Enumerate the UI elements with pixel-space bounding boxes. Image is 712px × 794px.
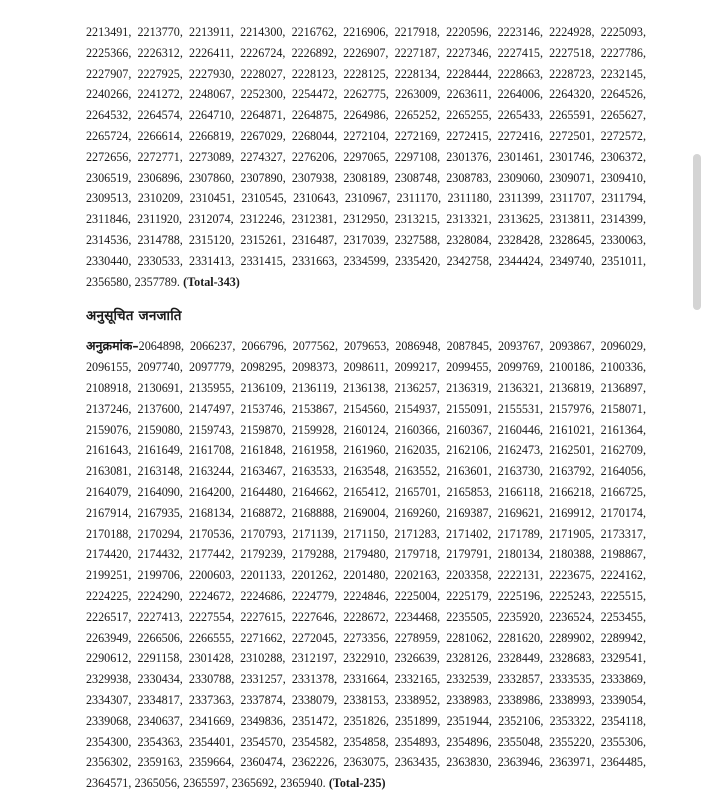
- roll-number-list: [86, 336, 646, 794]
- section-heading: अनुसूचित जनजाति: [86, 308, 182, 325]
- total-count: (Total-343): [183, 274, 240, 289]
- total-count: (Total-235): [328, 776, 386, 791]
- roll-number-label: अनुक्रमांक–: [86, 338, 139, 354]
- roll-numbers: 2213491, 2213770, 2213911, 2214300, 2216762, 2216906, 2217918, 2220596, 2223146, 2224928, 2225093, 2225366, 2226312, 2226411, 2226724, 2226892, 2226907, 2227187, 2227346, 2227415, 2227518, 2227786, 2227907, 2227925, 2227930, 2228027, 2228123, 2228125, 2228134, 2228444, 2228663, 2228723, 2232145, 2240266, 2241272, 2248067, 2252300, 2254472, 2262775, 2263009, 2263611, 2264006, 2264320, 2264526, 2264532, 2264574, 2264710, 2264871, 2264875, 2264986, 2265252, 2265255, 2265433, 2265591, 2265627, 2265724, 2266614, 2266819, 2267029, 2268044, 2272104, 2272169, 2272415, 2272416, 2272501, 2272572, 2272656, 2272771, 2273089, 2274327, 2276206, 2297065, 2297108, 2301376, 2301461, 2301746, 2306372, 2306519, 2306896, 2307860, 2307890, 2307938, 2308189, 2308748, 2308783, 2309060, 2309071, 2309410, 2309513, 2310209, 2310451, 2310545, 2310643, 2310967, 2311170, 2311180, 2311399, 2311707, 2311794, 2311846, 2311920, 2312074, 2312246, 2312381, 2312950, 2313215, 2313321, 2313625, 2313811, 2314399, 2314536, 2314788, 2315120, 2315261, 2316487, 2317039, 2327588, 2328084, 2328428, 2328645, 2330063, 2330440, 2330533, 2331413, 2331415, 2331663, 2334599, 2335420, 2342758, 2344424, 2349740, 2351011, 2356580, 2357789.: [86, 25, 646, 289]
- roll-numbers: 2064898, 2066237, 2066796, 2077562, 2079653, 2086948, 2087845, 2093767, 2093867, 2096029, 2096155, 2097740, 2097779, 2098295, 2098373, 2098611, 2099217, 2099455, 2099769, 2100186, 2100336, 2108918, 2130691, 2135955, 2136109, 2136119, 2136138, 2136257, 2136319, 2136321, 2136819, 2136897, 2137246, 2137600, 2147497, 2153746, 2153867, 2154560, 2154937, 2155091, 2155531, 2157976, 2158071, 2159076, 2159080, 2159743, 2159870, 2159928, 2160124, 2160366, 2160367, 2160446, 2161021, 2161364, 2161643, 2161649, 2161708, 2161848, 2161958, 2161960, 2162035, 2162106, 2162473, 2162501, 2162709, 2163081, 2163148, 2163244, 2163467, 2163533, 2163548, 2163552, 2163601, 2163730, 2163792, 2164056, 2164079, 2164090, 2164200, 2164480, 2164662, 2165412, 2165701, 2165853, 2166118, 2166218, 2166725, 2167914, 2167935, 2168134, 2168872, 2168888, 2169004, 2169260, 2169387, 2169621, 2169912, 2170174, 2170188, 2170294, 2170536, 2170793, 2171139, 2171150, 2171283, 2171402, 2171789, 2171905, 2173317, 2174420, 2174432, 2177442, 2179239, 2179288, 2179480, 2179718, 2179791, 2180134, 2180388, 2198867, 2199251, 2199706, 2200603, 2201133, 2201262, 2201480, 2202163, 2203358, 2222131, 2223675, 2224162, 2224225, 2224290, 2224672, 2224686, 2224779, 2224846, 2225004, 2225179, 2225196, 2225243, 2225515, 2226517, 2227413, 2227554, 2227615, 2227646, 2228672, 2234468, 2235505, 2235920, 2236524, 2253455, 2263949, 2266506, 2266555, 2271662, 2272045, 2273356, 2278959, 2281062, 2281620, 2289902, 2289942, 2290612, 2291158, 2301428, 2310288, 2312197, 2322910, 2326639, 2328126, 2328449, 2328683, 2329541, 2329938, 2330434, 2330788, 2331257, 2331378, 2331664, 2332165, 2332539, 2332857, 2333535, 2333869, 2334307, 2334817, 2337363, 2337874, 2338079, 2338153, 2338952, 2338983, 2338986, 2338993, 2339054, 2339068, 2340637, 2341669, 2349836, 2351472, 2351826, 2351899, 2351944, 2352106, 2353322, 2354118, 2354300, 2354363, 2354401, 2354570, 2354582, 2354858, 2354893, 2354896, 2355048, 2355220, 2355306, 2356302, 2359163, 2359664, 2360474, 2362226, 2363075, 2363435, 2363830, 2363946, 2363971, 2364485, 2364571, 2365056, 2365597, 2365692, 2365940.: [86, 339, 646, 791]
- roll-number-list: [86, 22, 646, 292]
- document-page: [86, 22, 646, 794]
- vertical-scrollbar[interactable]: [693, 154, 701, 310]
